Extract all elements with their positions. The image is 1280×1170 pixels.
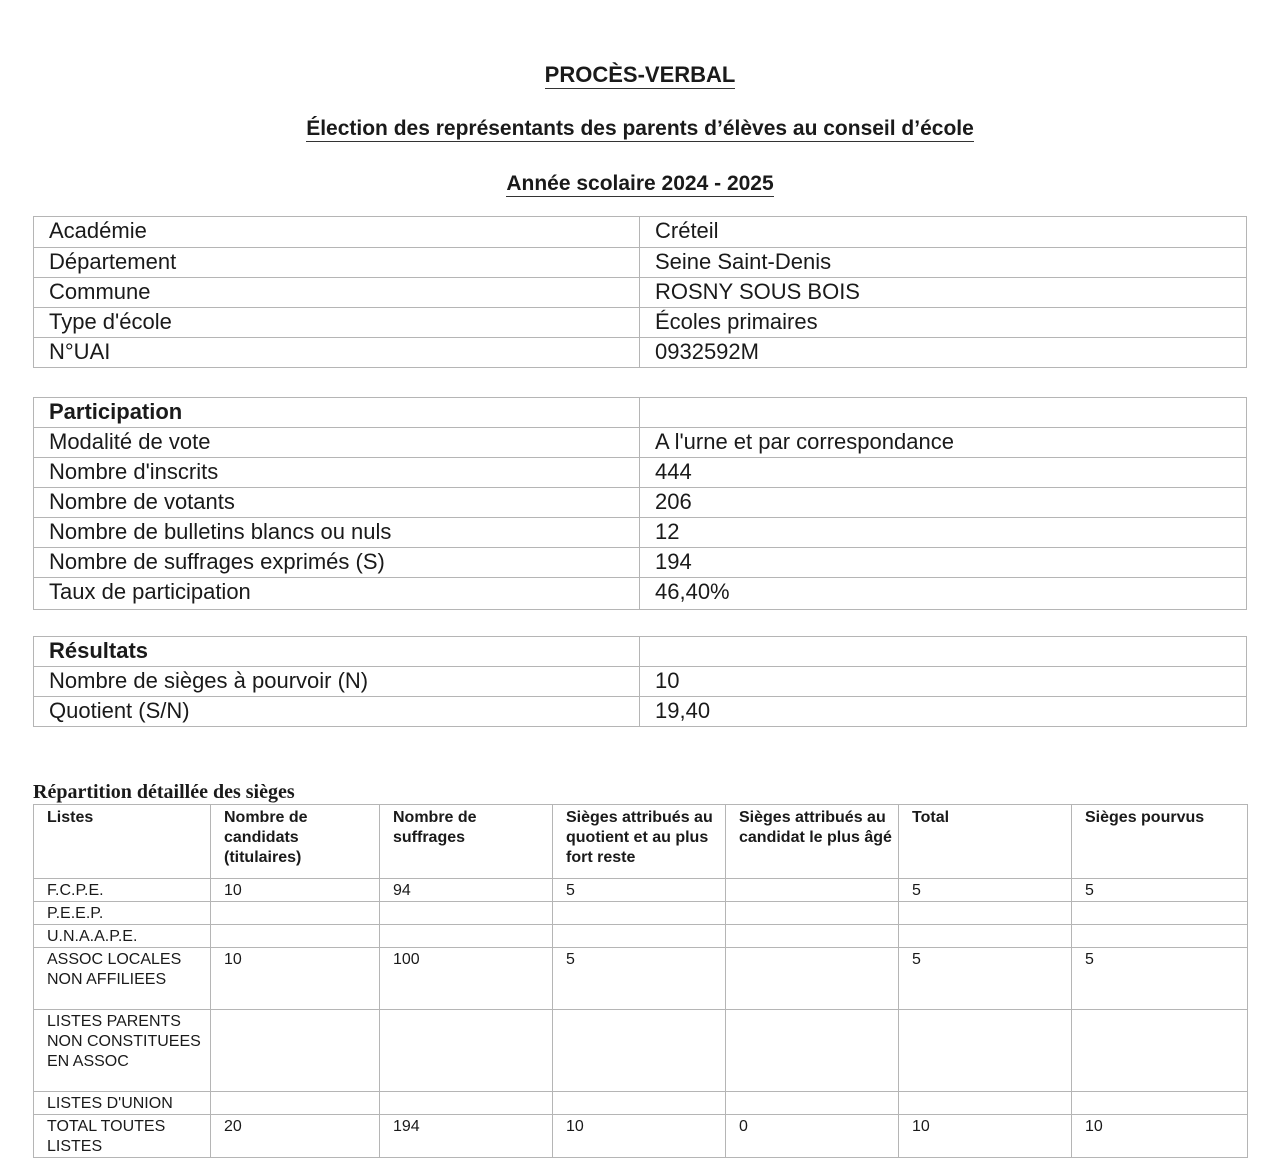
table-row: [34, 925, 1248, 948]
participation-value: 194: [640, 548, 1247, 578]
votes-cell: [380, 1010, 553, 1092]
table-row: [34, 278, 1247, 308]
table-row: [34, 518, 1247, 548]
table-row: [34, 458, 1247, 488]
list-name: P.E.E.P.: [34, 902, 211, 925]
votes-cell: [380, 902, 553, 925]
list-name: LISTES D'UNION: [34, 1092, 211, 1115]
quotient-seats-cell: 5: [553, 879, 726, 902]
participation-table: [33, 397, 1247, 610]
results-value: 10: [640, 667, 1247, 697]
candidates-cell: 10: [211, 879, 380, 902]
table-row: [34, 902, 1248, 925]
participation-value: A l'urne et par correspondance: [640, 428, 1247, 458]
participation-label: Nombre de bulletins blancs ou nuls: [34, 518, 640, 548]
total-cell: 5: [899, 948, 1072, 1010]
table-row: [34, 1115, 1248, 1158]
table-row: [34, 578, 1247, 610]
age-seats-cell: [726, 925, 899, 948]
filled-seats-cell: [1072, 1010, 1248, 1092]
participation-label: Taux de participation: [34, 578, 640, 610]
total-cell: [899, 925, 1072, 948]
info-value: Créteil: [640, 217, 1247, 248]
quotient-seats-cell: [553, 1092, 726, 1115]
info-table: [33, 216, 1247, 368]
results-table: [33, 636, 1247, 727]
table-row: [34, 667, 1247, 697]
quotient-seats-cell: 5: [553, 948, 726, 1010]
info-value: Écoles primaires: [640, 308, 1247, 338]
column-header: Nombre de suffrages: [380, 805, 553, 879]
age-seats-cell: [726, 879, 899, 902]
repartition-table: [33, 804, 1248, 1158]
participation-value: 444: [640, 458, 1247, 488]
column-header: Sièges attribués au candidat le plus âgé: [726, 805, 899, 879]
table-header-row: [34, 637, 1247, 667]
candidates-cell: [211, 925, 380, 948]
votes-cell: 100: [380, 948, 553, 1010]
quotient-seats-cell: 10: [553, 1115, 726, 1158]
column-header: Nombre de candidats (titulaires): [211, 805, 380, 879]
column-header: Sièges pourvus: [1072, 805, 1248, 879]
repartition-title: Répartition détaillée des sièges: [33, 781, 295, 803]
column-header: Sièges attribués au quotient et au plus fort reste: [553, 805, 726, 879]
participation-value: 46,40%: [640, 578, 1247, 610]
participation-label: Modalité de vote: [34, 428, 640, 458]
quotient-seats-cell: [553, 925, 726, 948]
total-cell: [899, 1092, 1072, 1115]
info-label: Académie: [34, 217, 640, 248]
votes-cell: 94: [380, 879, 553, 902]
candidates-cell: 10: [211, 948, 380, 1010]
filled-seats-cell: [1072, 925, 1248, 948]
info-value: ROSNY SOUS BOIS: [640, 278, 1247, 308]
participation-heading: Participation: [34, 398, 640, 428]
info-label: Type d'école: [34, 308, 640, 338]
age-seats-cell: [726, 948, 899, 1010]
list-name: U.N.A.A.P.E.: [34, 925, 211, 948]
info-label: N°UAI: [34, 338, 640, 368]
results-heading: Résultats: [34, 637, 640, 667]
column-header: Total: [899, 805, 1072, 879]
total-cell: 5: [899, 879, 1072, 902]
candidates-cell: 20: [211, 1115, 380, 1158]
participation-value: 12: [640, 518, 1247, 548]
document-title: PROCÈS-VERBAL: [544, 62, 736, 87]
table-row: [34, 488, 1247, 518]
document-subtitle: Élection des représentants des parents d’élèves au conseil d’école: [306, 117, 974, 140]
age-seats-cell: [726, 1010, 899, 1092]
column-header: Listes: [34, 805, 211, 879]
quotient-seats-cell: [553, 902, 726, 925]
filled-seats-cell: [1072, 1092, 1248, 1115]
info-label: Commune: [34, 278, 640, 308]
info-value: Seine Saint-Denis: [640, 248, 1247, 278]
table-header-row: [34, 398, 1247, 428]
info-value: 0932592M: [640, 338, 1247, 368]
candidates-cell: [211, 1092, 380, 1115]
table-header-row: [34, 805, 1248, 879]
table-row: [34, 248, 1247, 278]
participation-value: 206: [640, 488, 1247, 518]
votes-cell: [380, 925, 553, 948]
table-row: [34, 548, 1247, 578]
info-label: Département: [34, 248, 640, 278]
participation-label: Nombre de suffrages exprimés (S): [34, 548, 640, 578]
list-name: F.C.P.E.: [34, 879, 211, 902]
votes-cell: 194: [380, 1115, 553, 1158]
table-row: [34, 697, 1247, 727]
total-cell: 10: [899, 1115, 1072, 1158]
table-row: [34, 1092, 1248, 1115]
school-year: Année scolaire 2024 - 2025: [506, 172, 774, 195]
total-cell: [899, 1010, 1072, 1092]
participation-label: Nombre de votants: [34, 488, 640, 518]
table-row: [34, 948, 1248, 1010]
candidates-cell: [211, 902, 380, 925]
age-seats-cell: 0: [726, 1115, 899, 1158]
quotient-seats-cell: [553, 1010, 726, 1092]
results-label: Quotient (S/N): [34, 697, 640, 727]
total-cell: [899, 902, 1072, 925]
candidates-cell: [211, 1010, 380, 1092]
results-value: 19,40: [640, 697, 1247, 727]
list-name: ASSOC LOCALES NON AFFILIEES: [34, 948, 211, 1010]
results-label: Nombre de sièges à pourvoir (N): [34, 667, 640, 697]
table-row: [34, 338, 1247, 368]
table-row: [34, 428, 1247, 458]
age-seats-cell: [726, 1092, 899, 1115]
table-row: [34, 217, 1247, 248]
votes-cell: [380, 1092, 553, 1115]
list-name: LISTES PARENTS NON CONSTITUEES EN ASSOC: [34, 1010, 211, 1092]
participation-label: Nombre d'inscrits: [34, 458, 640, 488]
filled-seats-cell: 5: [1072, 879, 1248, 902]
age-seats-cell: [726, 902, 899, 925]
filled-seats-cell: 10: [1072, 1115, 1248, 1158]
filled-seats-cell: [1072, 902, 1248, 925]
table-row: [34, 879, 1248, 902]
table-row: [34, 1010, 1248, 1092]
table-row: [34, 308, 1247, 338]
list-name: TOTAL TOUTES LISTES: [34, 1115, 211, 1158]
filled-seats-cell: 5: [1072, 948, 1248, 1010]
